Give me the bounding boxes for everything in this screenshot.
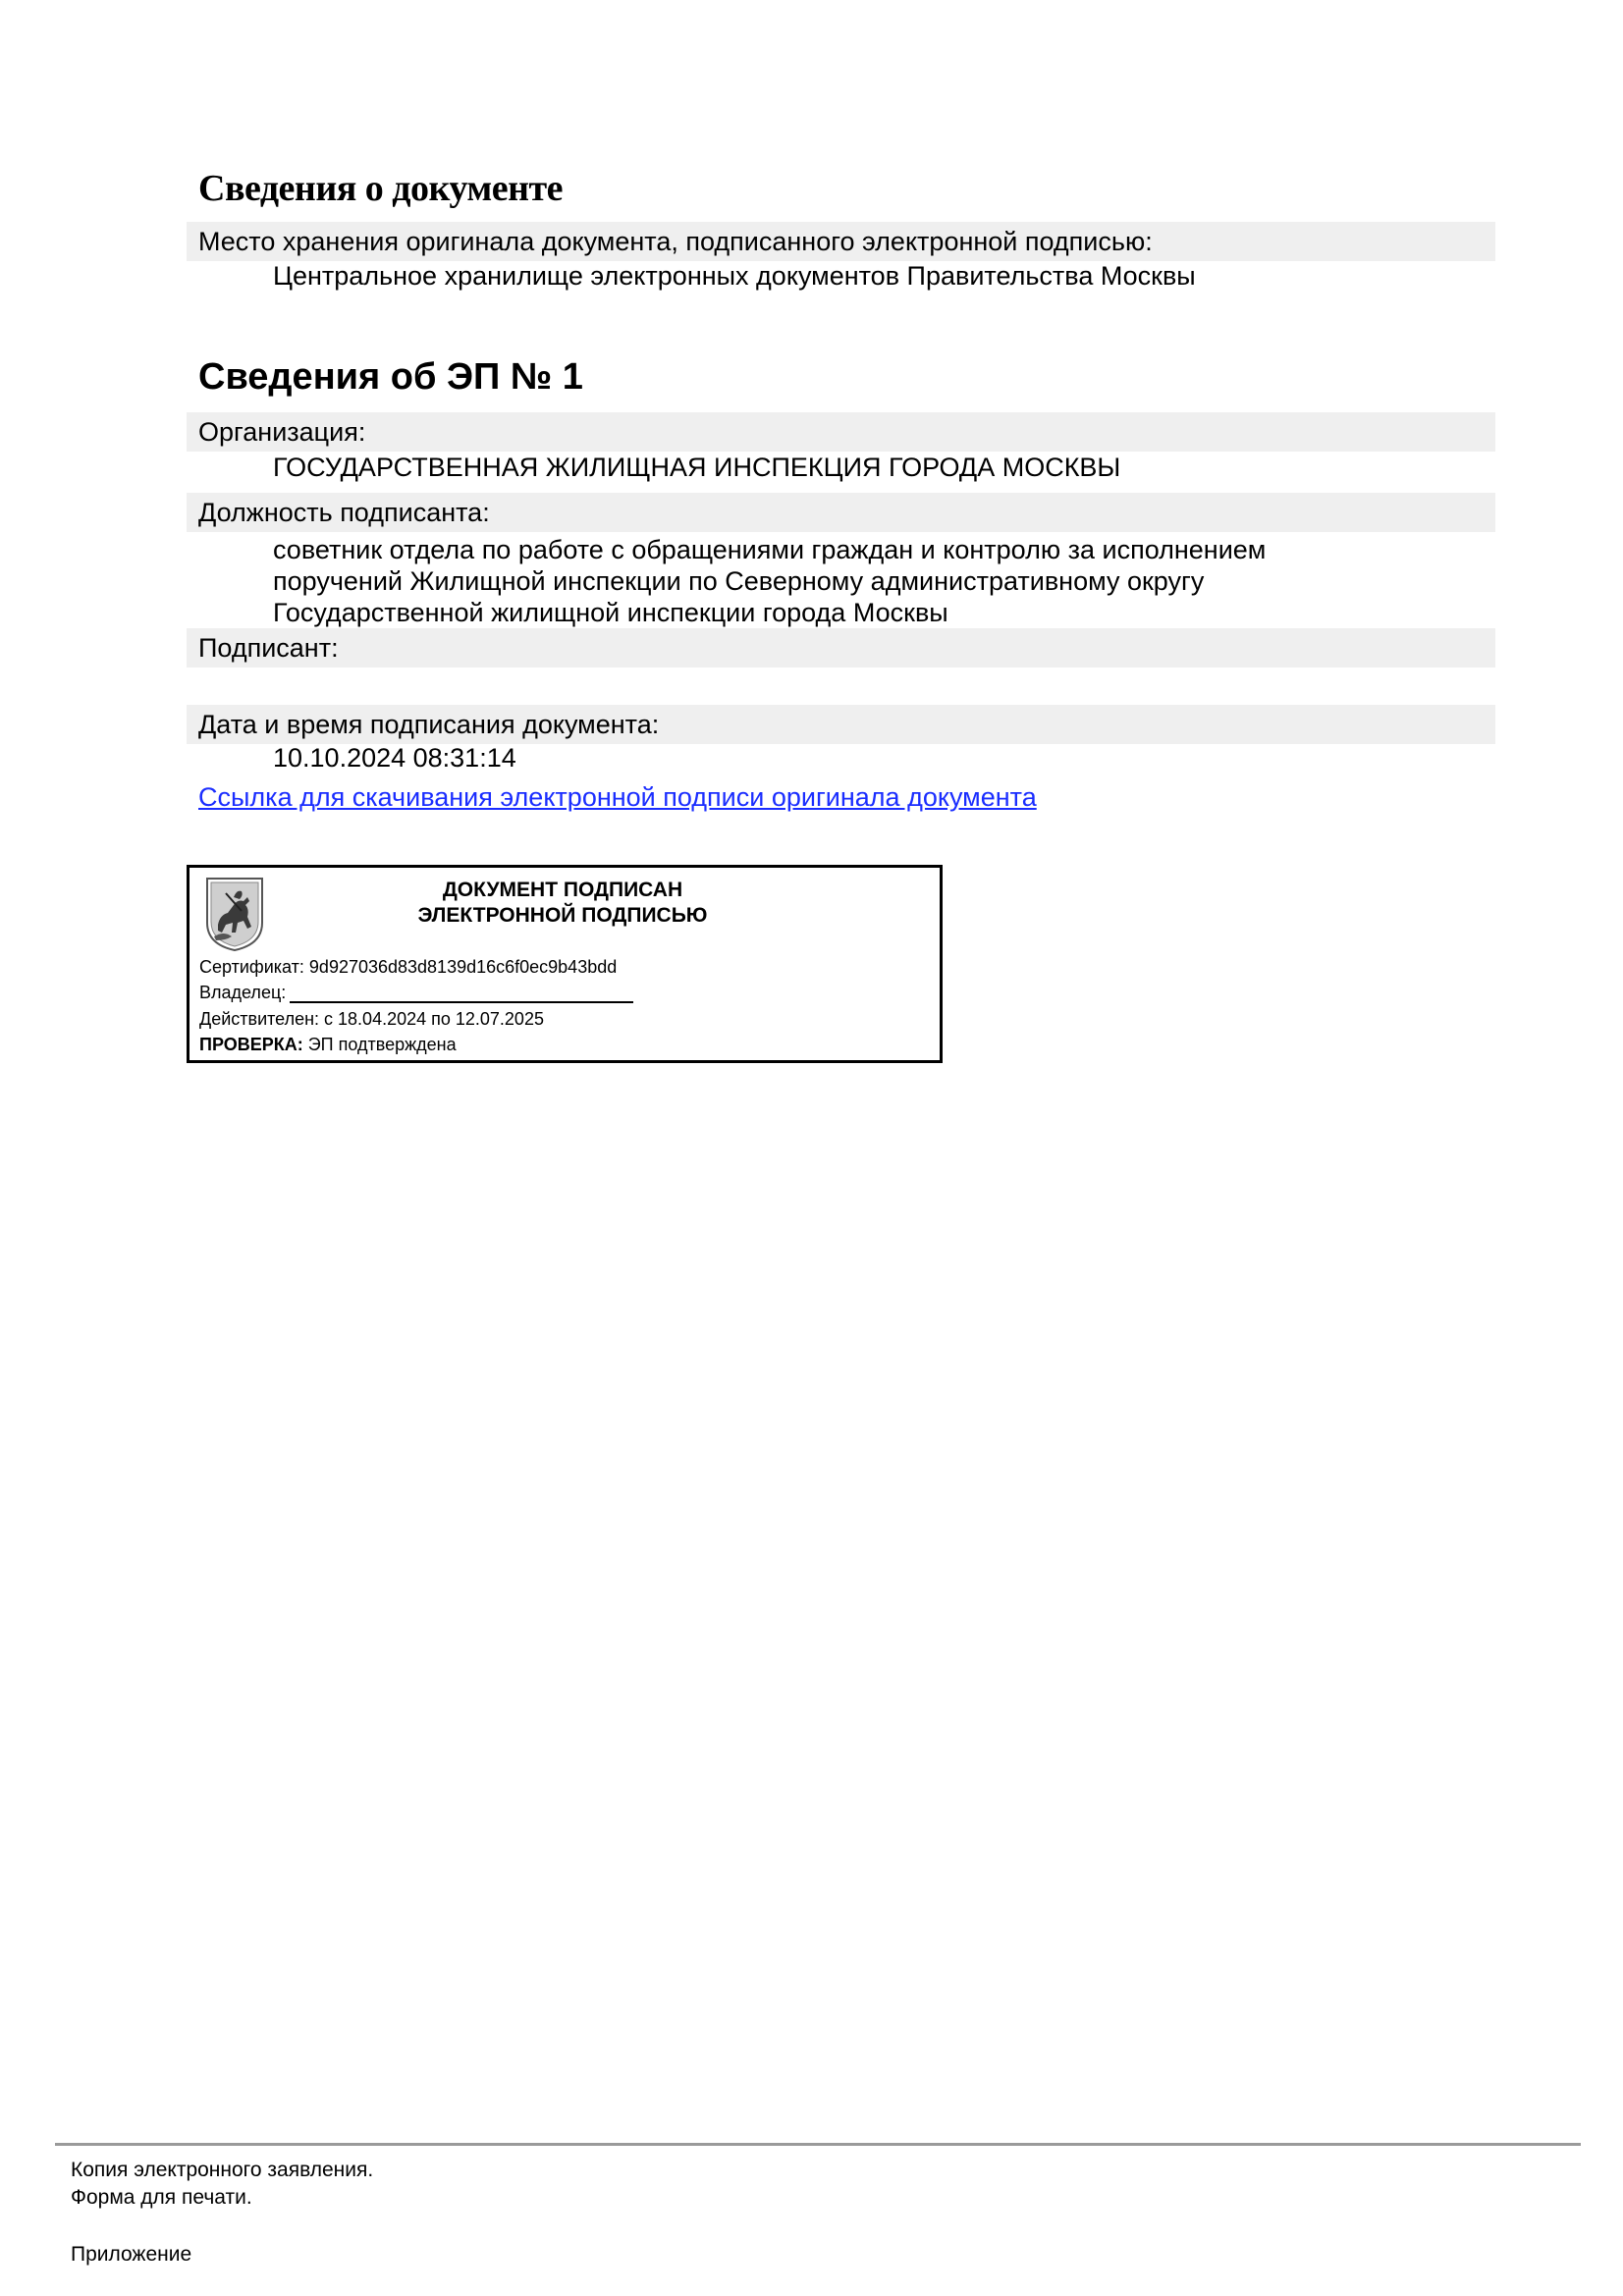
signature-download-link[interactable]: Ссылка для скачивания электронной подписи оригинала документа (198, 782, 1037, 812)
stamp-title-line: ЭЛЕКТРОННОЙ ПОДПИСЬЮ (417, 904, 708, 927)
signature-stamp (187, 865, 943, 1063)
footer-line: Форма для печати. (71, 2186, 252, 2209)
stamp-owner (199, 982, 633, 1003)
stamp-check-value: ЭП подтверждена (307, 1035, 457, 1054)
organization-label: Организация: (187, 412, 1495, 452)
stamp-owner-underline (290, 982, 633, 1003)
document-info-heading: Сведения о документе (198, 168, 564, 209)
organization-value: ГОСУДАРСТВЕННАЯ ЖИЛИЩНАЯ ИНСПЕКЦИЯ ГОРОДА МОСКВЫ (273, 453, 1121, 482)
storage-value: Центральное хранилище электронных документов Правительства Москвы (273, 261, 1196, 291)
position-label: Должность подписанта: (187, 493, 1495, 532)
stamp-title (288, 878, 838, 929)
footer-divider (55, 2143, 1581, 2146)
stamp-certificate: Сертификат: 9d927036d83d8139d16c6f0ec9b43bdd (199, 957, 618, 977)
datetime-label: Дата и время подписания документа: (187, 705, 1495, 744)
position-line: советник отдела по работе с обращениями граждан и контролю за исполнением (273, 535, 1267, 564)
footer-line: Приложение (71, 2243, 192, 2266)
stamp-check (199, 1034, 457, 1055)
datetime-value: 10.10.2024 08:31:14 (273, 743, 516, 773)
stamp-valid: Действителен: с 18.04.2024 по 12.07.2025 (199, 1009, 544, 1029)
position-line: поручений Жилищной инспекции по Северному административному округу (273, 566, 1205, 596)
moscow-coat-of-arms-icon (204, 876, 265, 952)
signer-label: Подписант: (187, 628, 1495, 667)
storage-label: Место хранения оригинала документа, подписанного электронной подписью: (187, 222, 1495, 261)
position-line: Государственной жилищной инспекции города Москвы (273, 598, 948, 627)
footer-line: Копия электронного заявления. (71, 2159, 374, 2181)
stamp-check-label: ПРОВЕРКА: (199, 1035, 303, 1054)
signature-info-heading: Сведения об ЭП № 1 (198, 356, 583, 398)
stamp-owner-label: Владелец: (199, 983, 287, 1002)
stamp-title-line: ДОКУМЕНТ ПОДПИСАН (442, 879, 683, 901)
